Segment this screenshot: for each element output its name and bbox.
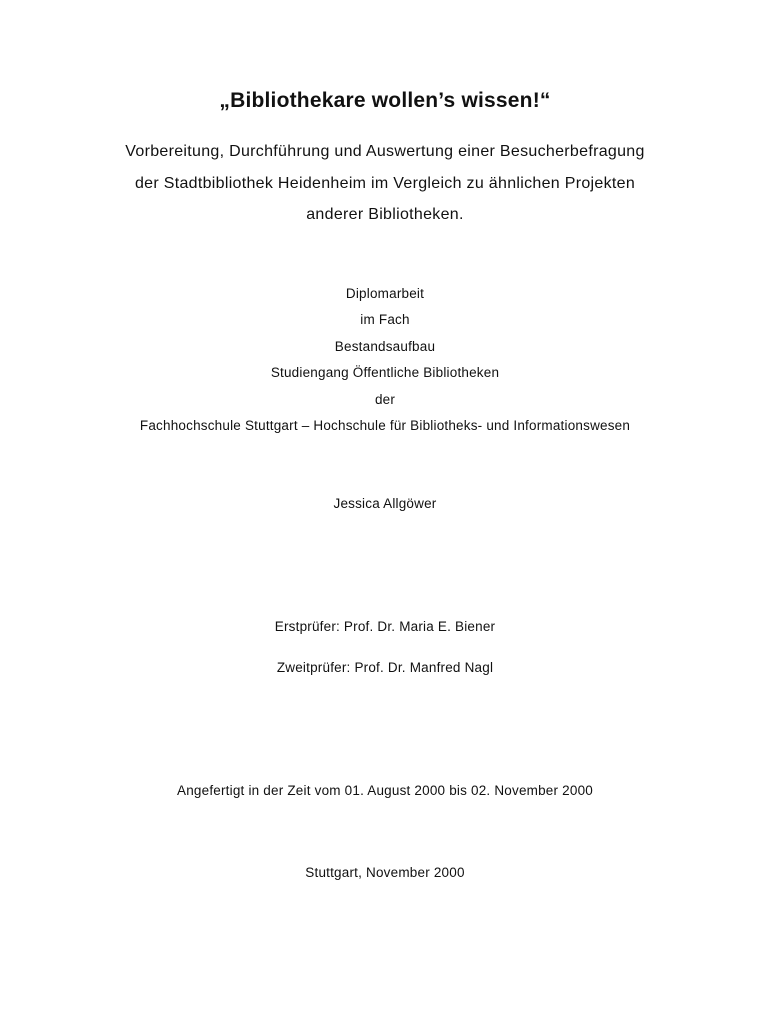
second-examiner: Zweitprüfer: Prof. Dr. Manfred Nagl	[276, 660, 494, 675]
author-name: Jessica Allgöwer	[333, 496, 437, 511]
work-period: Angefertigt in der Zeit vom 01. August 2000 bis 02. November 2000	[177, 783, 593, 798]
subtitle-line-3: anderer Bibliotheken.	[306, 206, 464, 223]
subject: Bestandsaufbau	[334, 339, 436, 354]
subject-prefix: im Fach	[360, 312, 410, 327]
institution-prefix: der	[374, 392, 396, 407]
institution: Fachhochschule Stuttgart – Hochschule für Bibliotheks- und Informationswesen	[139, 418, 631, 433]
thesis-type: Diplomarbeit	[345, 286, 425, 301]
subtitle-line-1: Vorbereitung, Durchführung und Auswertung einer Besucherbefragung	[125, 143, 645, 160]
place-date: Stuttgart, November 2000	[305, 865, 465, 880]
subtitle-line-2: der Stadtbibliothek Heidenheim im Vergleich zu ähnlichen Projekten	[134, 175, 636, 192]
thesis-title: „Bibliothekare wollen’s wissen!“	[219, 89, 551, 112]
first-examiner: Erstprüfer: Prof. Dr. Maria E. Biener	[274, 619, 496, 634]
study-program: Studiengang Öffentliche Bibliotheken	[270, 365, 500, 380]
